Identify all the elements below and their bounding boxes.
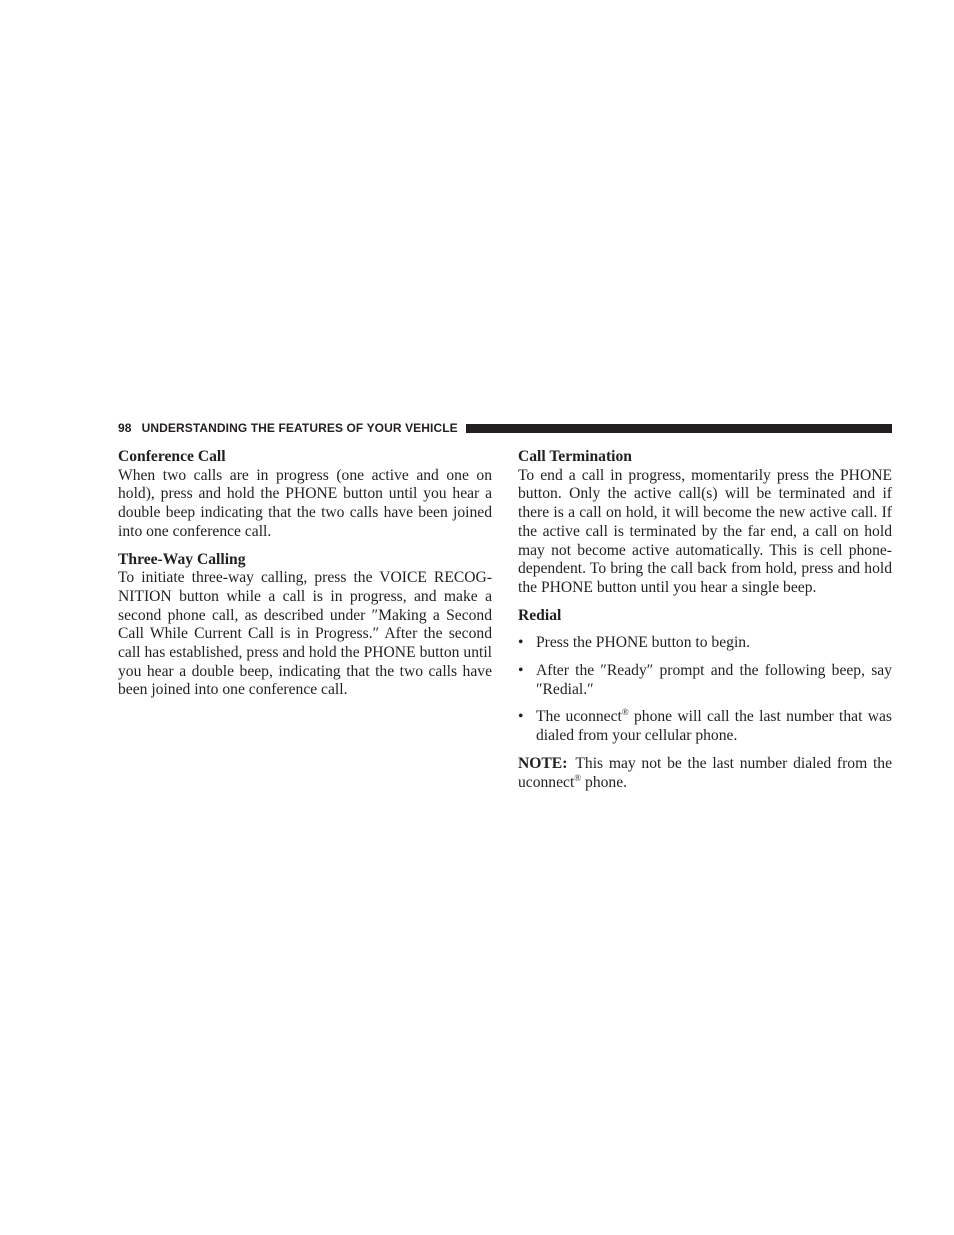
chapter-title: UNDERSTANDING THE FEATURES OF YOUR VEHICLE	[141, 421, 458, 435]
redial-step-3-pre: The uconnect	[536, 708, 622, 726]
page-header	[118, 419, 892, 437]
three-way-calling-section	[118, 551, 492, 701]
header-rule	[466, 424, 892, 433]
redial-section	[518, 607, 892, 746]
three-way-calling-text: To initiate three-way calling, press the VOICE RECOGNITION button while a call is in progress, and make a second phone call, as described under ″Making a Second Call While Current Call is in Progress.″ After the second call has established, press and hold the PHONE button until you hear a double beep, indicating that the two calls have been joined into one conference call.	[118, 569, 492, 699]
registered-mark: ®	[621, 707, 629, 718]
left-column	[118, 448, 492, 700]
redial-list	[518, 634, 892, 746]
conference-call-heading: Conference Call	[118, 448, 226, 465]
three-way-calling-heading: Three-Way Calling	[118, 550, 246, 568]
call-termination-text: To end a call in progress, momentarily press the PHONE button. Only the active call(s) will be terminated and if there is a call on hold, it will become the new active call. If the active call is terminated by the far end, a call on hold may not become active automatically. This is cell phone-dependent. To bring the call back from hold, press and hold the PHONE button until you hear a single beep.	[518, 466, 892, 596]
list-item	[518, 634, 892, 653]
note-text-post: phone.	[581, 773, 628, 791]
note-text-pre: This may not be the last number dialed from the uconnect	[518, 754, 892, 791]
redial-heading: Redial	[518, 606, 562, 624]
bullet-icon: •	[518, 708, 524, 726]
conference-call-text: When two calls are in progress (one active and one on hold), press and hold the PHONE button until you hear a double beep indicating that the two calls have been joined into one conference call.	[118, 466, 492, 540]
registered-mark: ®	[574, 772, 582, 783]
list-item	[518, 662, 892, 699]
redial-step-2: After the ″Ready″ prompt and the following beep, say ″Redial.″	[536, 662, 892, 698]
bullet-icon: •	[518, 634, 524, 652]
call-termination-section	[518, 448, 892, 598]
page-number: 98	[118, 421, 132, 435]
note-label: NOTE:	[518, 754, 568, 772]
bullet-icon: •	[518, 662, 524, 680]
conference-call-section	[118, 448, 492, 542]
note-paragraph	[518, 755, 892, 792]
right-column	[518, 448, 892, 792]
redial-step-3-post: phone will call the last number that was dialed from your cellular phone.	[536, 708, 892, 745]
list-item	[518, 708, 892, 745]
redial-step-1: Press the PHONE button to begin.	[536, 634, 750, 652]
call-termination-heading: Call Termination	[518, 448, 632, 465]
